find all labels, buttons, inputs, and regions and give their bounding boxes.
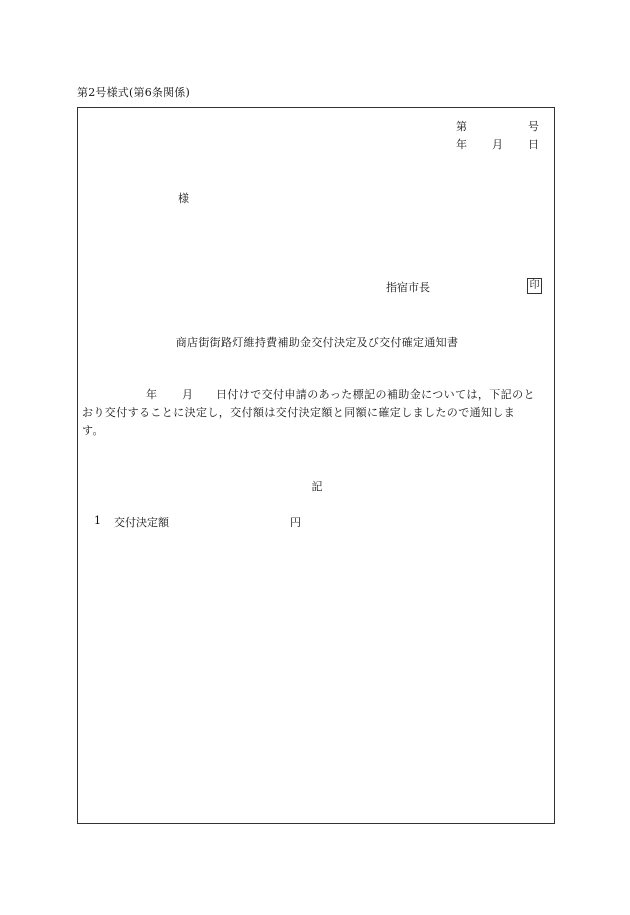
body-date-year: 年 bbox=[146, 388, 158, 401]
document-number-prefix: 第 bbox=[456, 120, 467, 133]
notice-body bbox=[82, 386, 553, 440]
body-date-month: 月 bbox=[182, 388, 194, 401]
item-label: 交付決定額 bbox=[114, 516, 169, 529]
issue-date-day: 日 bbox=[528, 138, 539, 151]
addressee-suffix: 様 bbox=[178, 192, 189, 205]
form-number: 第2号様式(第6条関係) bbox=[77, 86, 190, 99]
document-title: 商店街街路灯維持費補助金交付決定及び交付確定通知書 bbox=[175, 336, 459, 349]
body-line-1-text: 日付けで交付申請のあった標記の補助金については，下記のと bbox=[216, 388, 535, 401]
item-unit: 円 bbox=[290, 516, 301, 529]
document-number-suffix: 号 bbox=[528, 120, 539, 133]
notice-body-line-1 bbox=[82, 386, 553, 404]
issue-date-year: 年 bbox=[456, 138, 467, 151]
issue-date-month: 月 bbox=[492, 138, 503, 151]
notice-body-line-3 bbox=[82, 422, 553, 440]
notice-body-line-2 bbox=[82, 404, 553, 422]
body-line-3-text: す。 bbox=[82, 424, 104, 437]
record-heading: 記 bbox=[311, 480, 323, 493]
item-number: 1 bbox=[94, 514, 101, 527]
body-line-2-text: おり交付することに決定し，交付額は交付決定額と同額に確定しましたので通知しま bbox=[82, 406, 516, 419]
seal-mark: 印 bbox=[527, 278, 542, 294]
notice-frame bbox=[77, 107, 555, 824]
issuer-name: 指宿市長 bbox=[386, 281, 430, 294]
